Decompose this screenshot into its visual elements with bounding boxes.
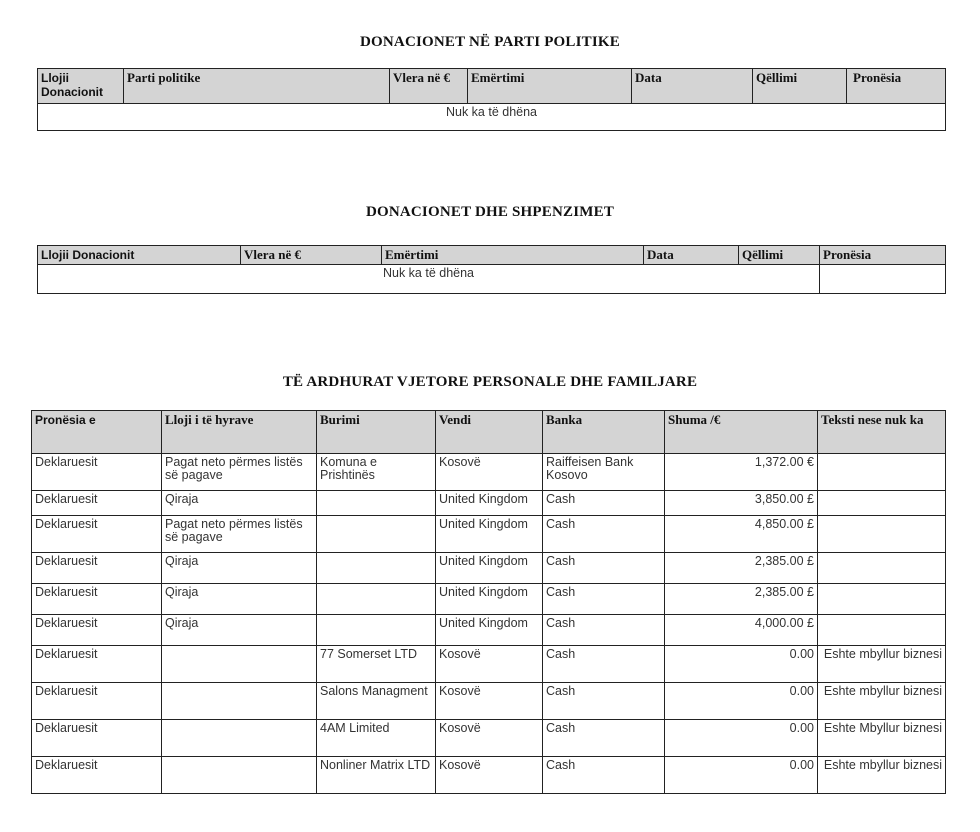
source-cell <box>317 615 436 646</box>
income-type-cell: Qiraja <box>162 491 317 516</box>
annual-income-table <box>31 410 946 794</box>
bank-cell: Cash <box>543 720 665 757</box>
income-type-cell: Qiraja <box>162 615 317 646</box>
table-row <box>32 584 946 615</box>
source-cell <box>317 584 436 615</box>
amount-cell: 0.00 <box>665 683 818 720</box>
owner-cell: Deklaruesit <box>32 683 162 720</box>
owner-cell: Deklaruesit <box>32 720 162 757</box>
amount-cell: 4,850.00 £ <box>665 516 818 553</box>
amount-cell: 4,000.00 £ <box>665 615 818 646</box>
source-cell <box>317 491 436 516</box>
country-cell: United Kingdom <box>436 553 543 584</box>
note-cell <box>818 516 946 553</box>
col-header: Burimi <box>317 411 436 454</box>
note-cell <box>818 584 946 615</box>
col-header: Lloji i të hyrave <box>162 411 317 454</box>
col-header: Data <box>632 69 753 104</box>
col-header: Pronësia <box>847 69 946 104</box>
source-cell: 4AM Limited <box>317 720 436 757</box>
income-type-cell <box>162 757 317 794</box>
note-cell <box>818 491 946 516</box>
bank-cell: Cash <box>543 683 665 720</box>
income-type-cell <box>162 646 317 683</box>
bank-cell: Cash <box>543 757 665 794</box>
country-cell: Kosovë <box>436 720 543 757</box>
col-header: Parti politike <box>124 69 390 104</box>
table-row <box>32 646 946 683</box>
table-cell <box>820 265 946 294</box>
income-type-cell: Pagat neto përmes listës së pagave <box>162 454 317 491</box>
col-header: Llojii Donacionit <box>38 69 124 104</box>
income-type-cell: Qiraja <box>162 584 317 615</box>
country-cell: Kosovë <box>436 646 543 683</box>
source-cell: 77 Somerset LTD <box>317 646 436 683</box>
col-header: Vlera në € <box>241 246 382 265</box>
empty-message: Nuk ka të dhëna <box>38 265 820 294</box>
amount-cell: 2,385.00 £ <box>665 584 818 615</box>
note-cell: Eshte mbyllur biznesi <box>818 683 946 720</box>
amount-cell: 1,372.00 € <box>665 454 818 491</box>
col-header: Qëllimi <box>753 69 847 104</box>
col-header: Pronësia e <box>32 411 162 454</box>
section-title-annual-income: TË ARDHURAT VJETORE PERSONALE DHE FAMILJARE <box>282 374 698 390</box>
col-header: Llojii Donacionit <box>38 246 241 265</box>
source-cell: Komuna e Prishtinës <box>317 454 436 491</box>
table-row <box>32 757 946 794</box>
bank-cell: Cash <box>543 584 665 615</box>
owner-cell: Deklaruesit <box>32 615 162 646</box>
empty-message: Nuk ka të dhëna <box>38 104 946 131</box>
bank-cell: Raiffeisen Bank Kosovo <box>543 454 665 491</box>
country-cell: Kosovë <box>436 683 543 720</box>
col-header: Emërtimi <box>382 246 644 265</box>
amount-cell: 0.00 <box>665 757 818 794</box>
col-header: Pronësia <box>820 246 946 265</box>
note-cell: Eshte mbyllur biznesi <box>818 646 946 683</box>
table-header-row <box>38 69 946 104</box>
bank-cell: Cash <box>543 553 665 584</box>
note-cell <box>818 615 946 646</box>
bank-cell: Cash <box>543 615 665 646</box>
table-row <box>32 516 946 553</box>
note-cell: Eshte Mbyllur biznesi <box>818 720 946 757</box>
income-type-cell: Pagat neto përmes listës së pagave <box>162 516 317 553</box>
table-header-row <box>32 411 946 454</box>
table-row <box>32 491 946 516</box>
amount-cell: 2,385.00 £ <box>665 553 818 584</box>
country-cell: United Kingdom <box>436 491 543 516</box>
col-header: Shuma /€ <box>665 411 818 454</box>
table-row <box>32 553 946 584</box>
amount-cell: 0.00 <box>665 720 818 757</box>
table-row <box>32 454 946 491</box>
country-cell: United Kingdom <box>436 615 543 646</box>
owner-cell: Deklaruesit <box>32 553 162 584</box>
col-header: Vendi <box>436 411 543 454</box>
col-header: Emërtimi <box>468 69 632 104</box>
source-cell <box>317 553 436 584</box>
col-header: Vlera në € <box>390 69 468 104</box>
table-row <box>38 265 946 294</box>
amount-cell: 0.00 <box>665 646 818 683</box>
table-header-row <box>38 246 946 265</box>
note-cell <box>818 553 946 584</box>
col-header: Banka <box>543 411 665 454</box>
owner-cell: Deklaruesit <box>32 516 162 553</box>
country-cell: United Kingdom <box>436 584 543 615</box>
income-type-cell <box>162 683 317 720</box>
source-cell: Nonliner Matrix LTD <box>317 757 436 794</box>
country-cell: United Kingdom <box>436 516 543 553</box>
owner-cell: Deklaruesit <box>32 646 162 683</box>
source-cell <box>317 516 436 553</box>
bank-cell: Cash <box>543 516 665 553</box>
owner-cell: Deklaruesit <box>32 584 162 615</box>
table-row <box>32 683 946 720</box>
source-cell: Salons Managment <box>317 683 436 720</box>
note-cell <box>818 454 946 491</box>
income-type-cell: Qiraja <box>162 553 317 584</box>
country-cell: Kosovë <box>436 454 543 491</box>
donations-expenses-table <box>37 245 946 294</box>
owner-cell: Deklaruesit <box>32 757 162 794</box>
party-donations-table <box>37 68 946 131</box>
income-type-cell <box>162 720 317 757</box>
section-title-donations-expenses: DONACIONET DHE SHPENZIMET <box>365 204 615 220</box>
amount-cell: 3,850.00 £ <box>665 491 818 516</box>
col-header: Data <box>644 246 739 265</box>
owner-cell: Deklaruesit <box>32 454 162 491</box>
table-row <box>32 720 946 757</box>
table-row <box>38 104 946 131</box>
bank-cell: Cash <box>543 491 665 516</box>
col-header: Qëllimi <box>739 246 820 265</box>
note-cell: Eshte mbyllur biznesi <box>818 757 946 794</box>
country-cell: Kosovë <box>436 757 543 794</box>
col-header: Teksti nese nuk ka <box>818 411 946 454</box>
owner-cell: Deklaruesit <box>32 491 162 516</box>
section-title-party-donations: DONACIONET NË PARTI POLITIKE <box>360 34 620 50</box>
bank-cell: Cash <box>543 646 665 683</box>
table-row <box>32 615 946 646</box>
